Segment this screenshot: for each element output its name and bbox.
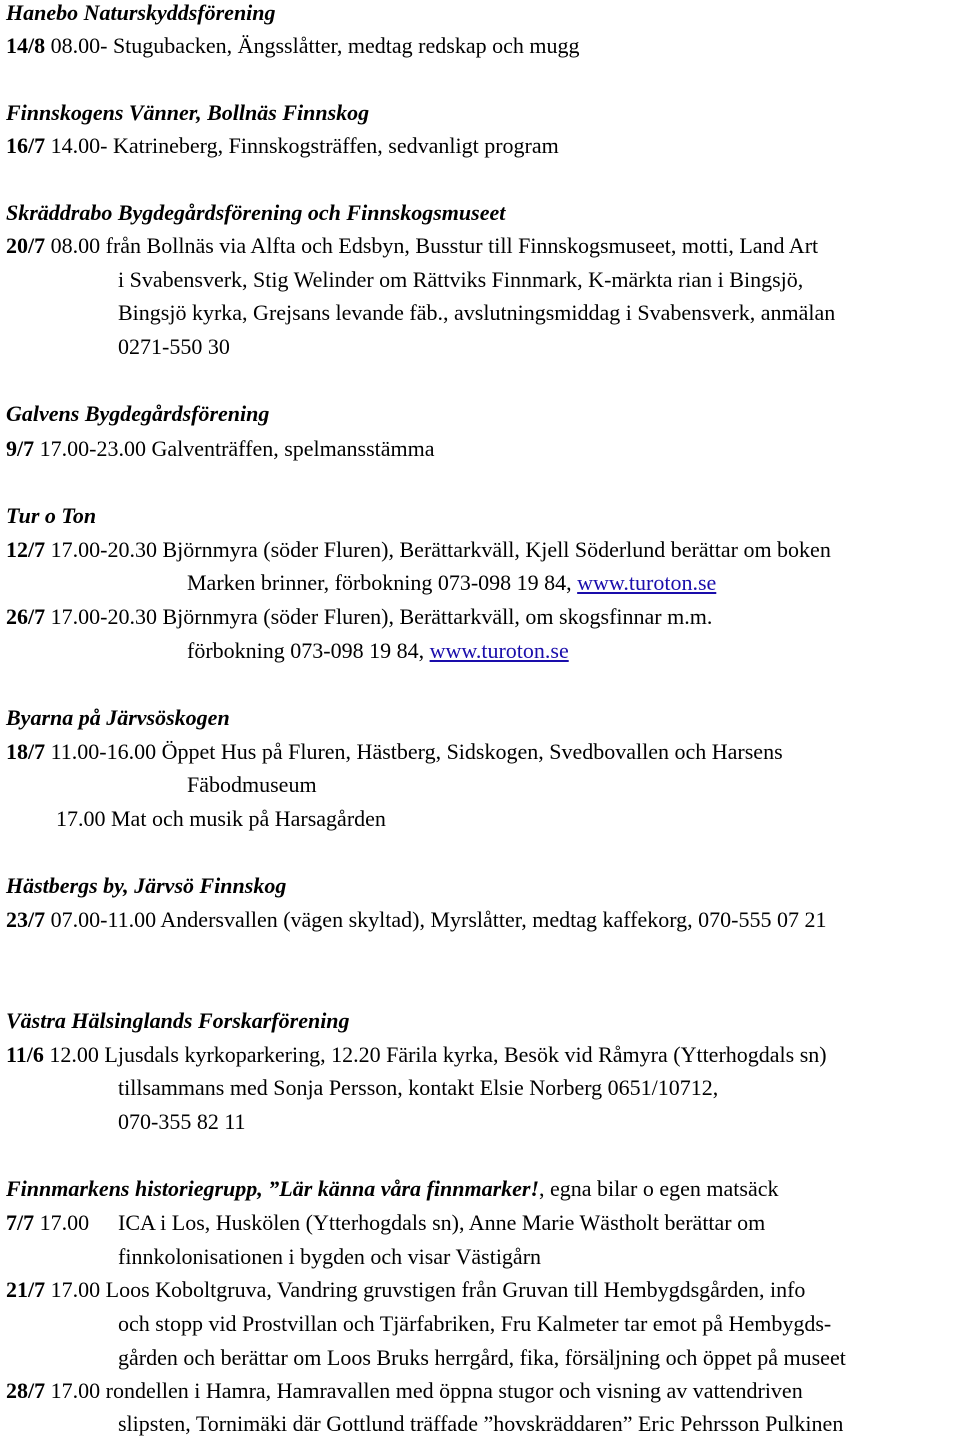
event-text: 17.00 Loos Koboltgruva, Vandring gruvstigen från Gruvan till Hembygdsgården, info (45, 1277, 806, 1302)
event-text: 17.00-20.30 Björnmyra (söder Fluren), Berättarkväll, Kjell Söderlund berättar om boken (45, 537, 831, 562)
event-line (6, 735, 783, 768)
event-date: 14/8 (6, 33, 46, 58)
event-text-continued: 17.00 Mat och musik på Harsagården (56, 806, 386, 831)
event-text: Marken brinner, förbokning 073-098 19 84, (187, 570, 578, 595)
event-line (6, 1038, 827, 1071)
event-date: 18/7 (6, 739, 46, 764)
event-time: 17.00 (34, 1210, 90, 1235)
organization-heading: Hästbergs by, Järvsö Finnskog (6, 873, 287, 898)
event-text: 07.00-11.00 Andersvallen (vägen skyltad), Myrslåtter, medtag kaffekorg, 070-555 07 21 (45, 907, 827, 932)
event-text: 12.00 Ljusdals kyrkoparkering, 12.20 Färila kyrka, Besök vid Råmyra (Ytterhogdals sn) (43, 1042, 827, 1067)
event-text-continued: gården och berättar om Loos Bruks herrgård, fika, försäljning och öppet på museet (118, 1345, 846, 1370)
event-text: förbokning 073-098 19 84, (187, 638, 430, 663)
event-date: 28/7 (6, 1378, 46, 1403)
event-date: 23/7 (6, 907, 46, 932)
event-line (6, 432, 435, 465)
event-text: 08.00 från Bollnäs via Alfta och Edsbyn, Busstur till Finnskogsmuseet, motti, Land Art (45, 233, 819, 258)
event-line (6, 229, 818, 262)
organization-heading: Galvens Bygdegårdsförening (6, 401, 270, 426)
organization-note: , egna bilar o egen matsäck (539, 1176, 779, 1201)
event-text-continued: i Svabensverk, Stig Welinder om Rättviks Finnmark, K-märkta rian i Bingsjö, (118, 267, 804, 292)
event-line (6, 1206, 89, 1239)
event-text: 14.00- Katrineberg, Finnskogsträffen, sedvanligt program (45, 133, 559, 158)
event-line (6, 1374, 803, 1407)
event-text-continued (187, 634, 569, 667)
organization-name: Finnmarkens historiegrupp, ”Lär känna våra finnmarker! (6, 1176, 540, 1201)
event-text-continued: 0271-550 30 (118, 334, 230, 359)
event-line (6, 533, 831, 566)
event-line (6, 129, 559, 162)
event-text: ICA i Los, Huskölen (Ytterhogdals sn), Anne Marie Wästholt berättar om (118, 1210, 766, 1235)
event-text: 11.00-16.00 Öppet Hus på Fluren, Hästberg, Sidskogen, Svedbovallen och Harsens (45, 739, 783, 764)
event-text: 17.00-20.30 Björnmyra (söder Fluren), Berättarkväll, om skogsfinnar m.m. (45, 604, 713, 629)
event-text-continued: tillsammans med Sonja Persson, kontakt Elsie Norberg 0651/10712, (118, 1075, 719, 1100)
event-text-continued: finnkolonisationen i bygden och visar Västigårn (118, 1244, 542, 1269)
event-line (6, 600, 712, 633)
organization-heading: Finnskogens Vänner, Bollnäs Finnskog (6, 100, 370, 125)
event-date: 9/7 (6, 436, 35, 461)
event-text-continued: Bingsjö kyrka, Grejsans levande fäb., avslutningsmiddag i Svabensverk, anmälan (118, 300, 836, 325)
organization-heading: Västra Hälsinglands Forskarförening (6, 1008, 350, 1033)
organization-heading: Hanebo Naturskyddsförening (6, 0, 276, 25)
event-text: 17.00 rondellen i Hamra, Hamravallen med öppna stugor och visning av vattendriven (45, 1378, 803, 1403)
event-text-continued: slipsten, Tornimäki där Gottlund träffade ”hovskräddaren” Eric Pehrsson Pulkinen (118, 1411, 844, 1436)
event-text-continued (187, 566, 716, 599)
event-text-continued: Fäbodmuseum (187, 772, 317, 797)
website-link[interactable]: www.turoton.se (577, 570, 717, 595)
event-text-continued: 070-355 82 11 (118, 1109, 246, 1134)
event-line (6, 1273, 805, 1306)
event-date: 12/7 (6, 537, 46, 562)
organization-heading: Byarna på Järvsöskogen (6, 705, 230, 730)
event-date: 20/7 (6, 233, 46, 258)
website-link[interactable]: www.turoton.se (429, 638, 569, 663)
organization-heading: Skräddrabo Bygdegårdsförening och Finnskogsmuseet (6, 200, 506, 225)
event-line (6, 903, 827, 936)
event-text-continued: och stopp vid Prostvillan och Tjärfabriken, Fru Kalmeter tar emot på Hembygds- (118, 1311, 832, 1336)
event-text: 17.00-23.00 Galventräffen, spelmansstämma (34, 436, 435, 461)
event-date: 7/7 (6, 1210, 35, 1235)
organization-heading: Tur o Ton (6, 503, 97, 528)
event-date: 16/7 (6, 133, 46, 158)
event-text: 08.00- Stugubacken, Ängsslåtter, medtag redskap och mugg (45, 33, 580, 58)
event-line (6, 29, 579, 62)
event-date: 11/6 (6, 1042, 44, 1067)
organization-heading (6, 1172, 779, 1205)
event-date: 26/7 (6, 604, 46, 629)
event-date: 21/7 (6, 1277, 46, 1302)
